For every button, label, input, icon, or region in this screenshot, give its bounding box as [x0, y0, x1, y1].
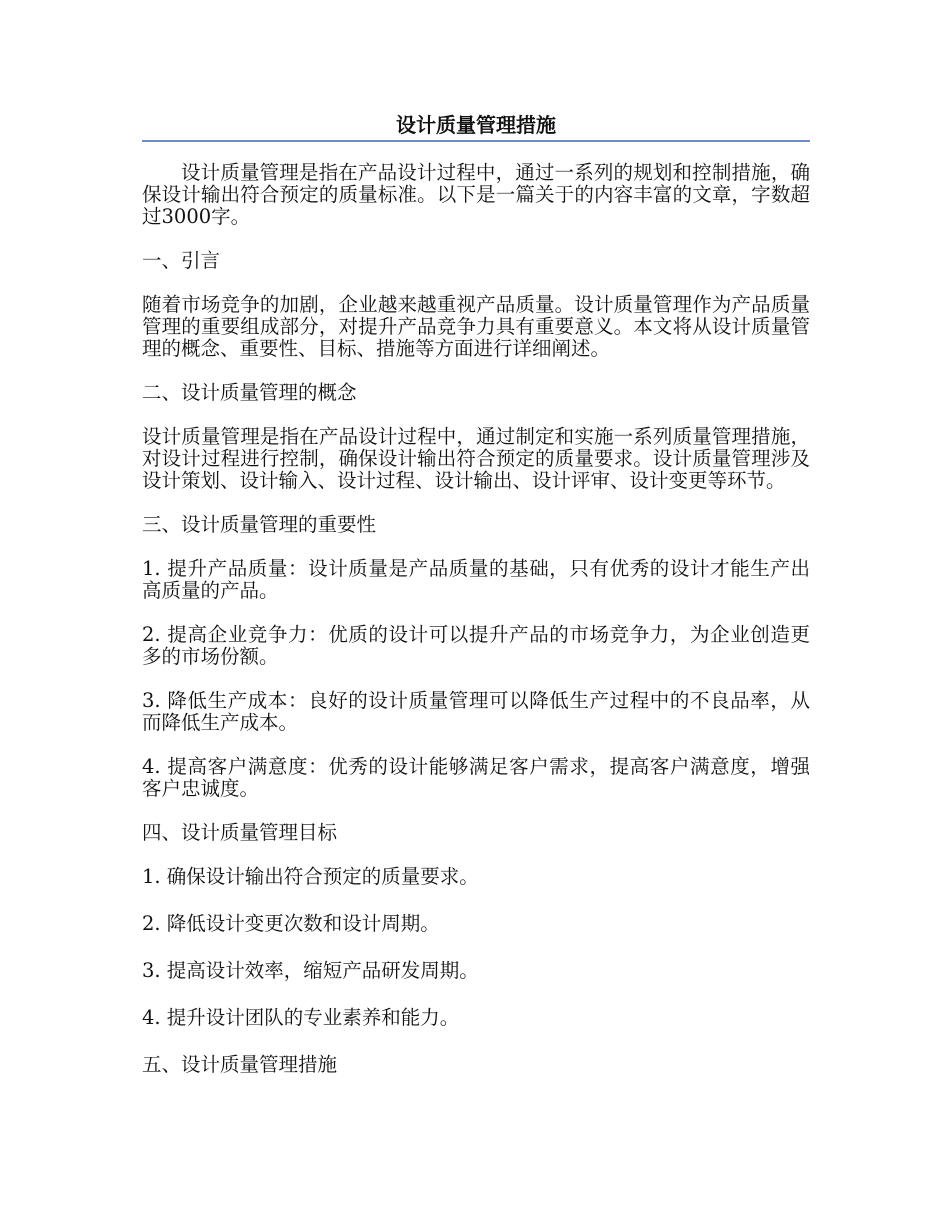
list-item: 3. 降低生产成本：良好的设计质量管理可以降低生产过程中的不良品率，从而降低生产成本。: [142, 689, 810, 734]
section-heading-goals: 四、设计质量管理目标: [142, 821, 338, 844]
section-text-introduction: 随着市场竞争的加剧，企业越来越重视产品质量。设计质量管理作为产品质量管理的重要组成部分，对提升产品竞争力具有重要意义。本文将从设计质量管理的概念、重要性、目标、措施等方面进行详细阐述。: [142, 293, 810, 360]
section-heading-measures: 五、设计质量管理措施: [142, 1053, 338, 1076]
list-item: 4. 提高客户满意度：优秀的设计能够满足客户需求，提高客户满意度，增强客户忠诚度。: [142, 755, 810, 800]
list-item: 4. 提升设计团队的专业素养和能力。: [142, 1006, 460, 1029]
list-item: 1. 提升产品质量：设计质量是产品质量的基础，只有优秀的设计才能生产出高质量的产品。: [142, 557, 810, 602]
document-title: 设计质量管理措施: [142, 112, 810, 142]
section-heading-importance: 三、设计质量管理的重要性: [142, 513, 377, 536]
intro-paragraph: 设计质量管理是指在产品设计过程中，通过一系列的规划和控制措施，确保设计输出符合预定的质量标准。以下是一篇关于的内容丰富的文章，字数超过3000字。: [142, 161, 810, 228]
section-heading-introduction: 一、引言: [142, 249, 221, 272]
list-item: 2. 提高企业竞争力：优质的设计可以提升产品的市场竞争力，为企业创造更多的市场份额。: [142, 623, 810, 668]
section-text-concept: 设计质量管理是指在产品设计过程中，通过制定和实施一系列质量管理措施，对设计过程进行控制，确保设计输出符合预定的质量要求。设计质量管理涉及设计策划、设计输入、设计过程、设计输出、设计评审、设计变更等环节。: [142, 425, 810, 492]
section-heading-concept: 二、设计质量管理的概念: [142, 381, 357, 404]
document-content: [142, 112, 810, 1098]
list-item: 2. 降低设计变更次数和设计周期。: [142, 912, 440, 935]
list-item: 3. 提高设计效率，缩短产品研发周期。: [142, 959, 479, 982]
list-item: 1. 确保设计输出符合预定的质量要求。: [142, 865, 479, 888]
